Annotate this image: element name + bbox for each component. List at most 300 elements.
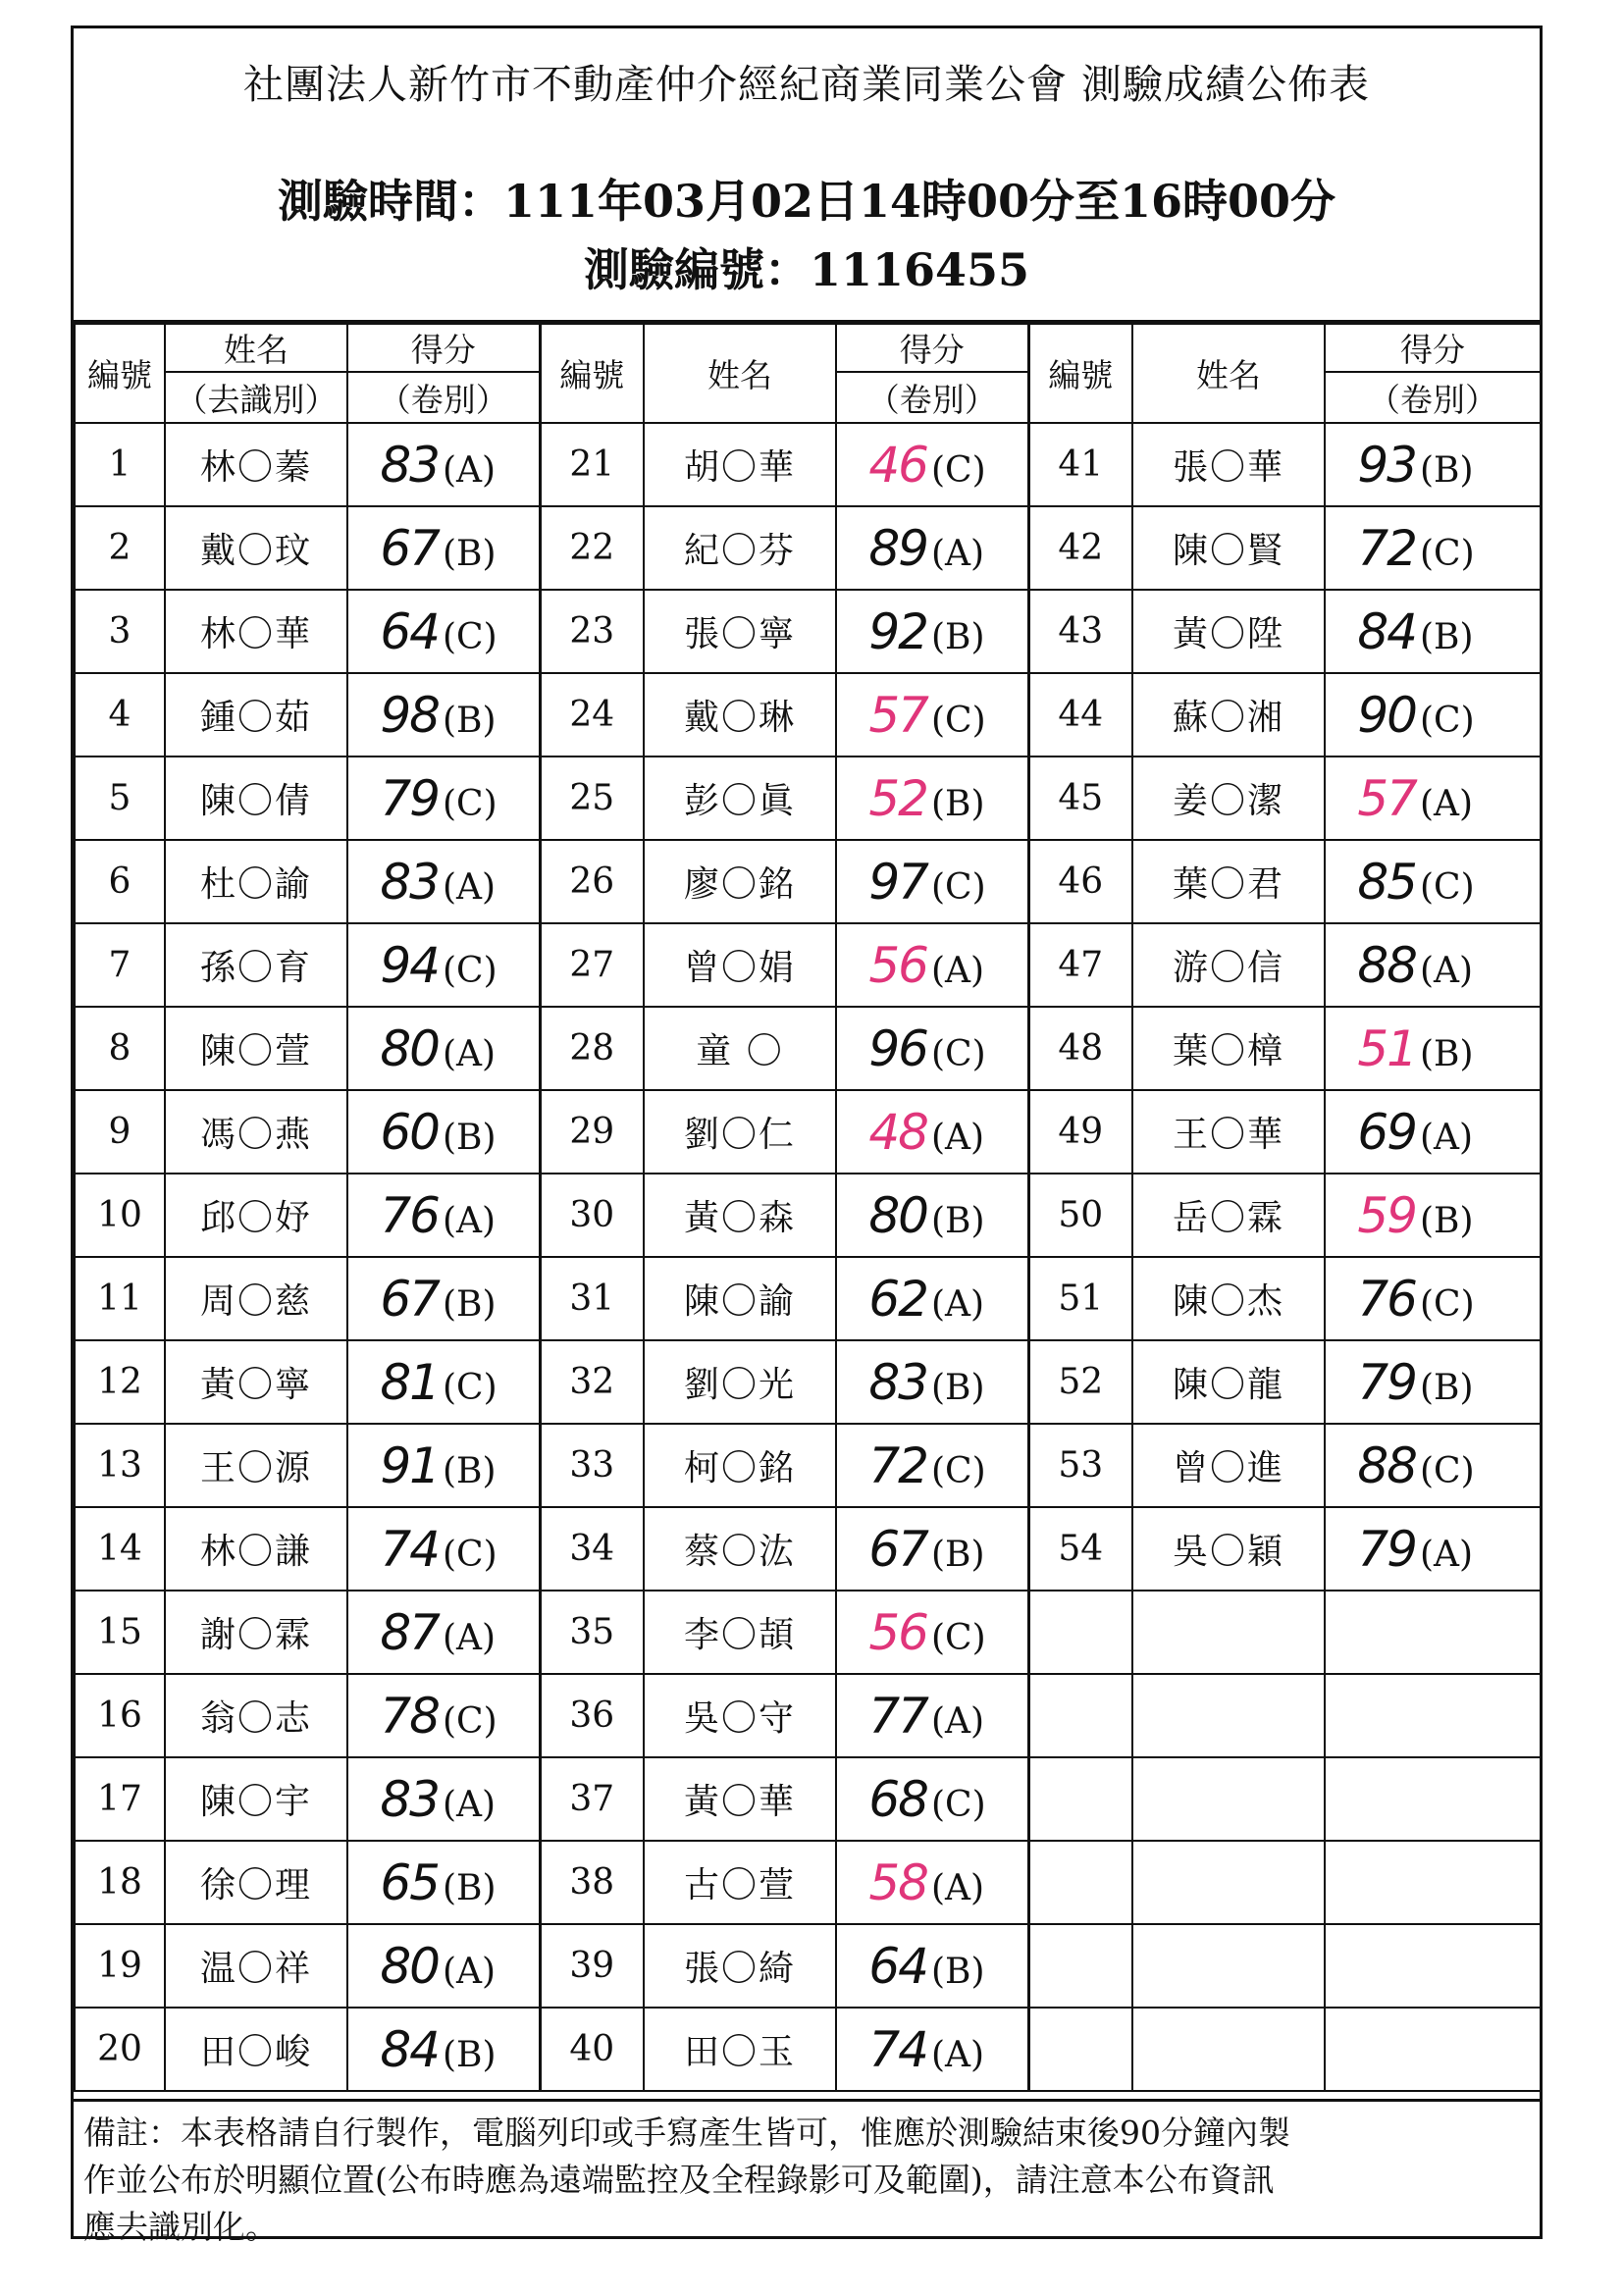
cell-number: 35 xyxy=(540,1591,644,1674)
cell-number: 44 xyxy=(1028,673,1132,757)
cell-number xyxy=(1028,1841,1132,1924)
booklet-code: (C) xyxy=(443,950,497,991)
handwritten-score: 58 xyxy=(868,1853,927,1911)
cell-number xyxy=(1028,1924,1132,2008)
cell-number: 19 xyxy=(75,1924,165,2008)
cell-name: 彭〇眞 xyxy=(644,757,836,840)
booklet-code: (A) xyxy=(931,1283,985,1325)
booklet-code: (C) xyxy=(1420,533,1475,574)
booklet-code: (B) xyxy=(443,533,497,574)
cell-score xyxy=(836,757,1028,840)
cell-score xyxy=(1325,1340,1541,1424)
booklet-code: (A) xyxy=(443,1951,497,1992)
cell-name: 王〇源 xyxy=(165,1424,347,1507)
handwritten-score: 87 xyxy=(380,1603,439,1661)
handwritten-score: 98 xyxy=(380,686,439,744)
handwritten-score: 51 xyxy=(1357,1019,1416,1077)
header-score-sub: （卷別） xyxy=(836,372,1028,423)
sheet-title: 社團法人新竹市不動產仲介經紀商業同業公會 測驗成績公佈表 xyxy=(242,61,1371,108)
score-sheet xyxy=(71,26,1543,2246)
cell-score xyxy=(347,1340,540,1424)
booklet-code: (B) xyxy=(1420,616,1474,657)
cell-number: 23 xyxy=(540,590,644,673)
cell-number: 52 xyxy=(1028,1340,1132,1424)
header-score: 得分 xyxy=(836,324,1028,372)
handwritten-score: 56 xyxy=(868,1603,927,1661)
booklet-code: (A) xyxy=(931,533,985,574)
cell-name: 曾〇娟 xyxy=(644,923,836,1007)
booklet-code: (A) xyxy=(931,950,985,991)
cell-name: 戴〇玟 xyxy=(165,506,347,590)
header-score: 得分 xyxy=(1325,324,1541,372)
cell-number: 25 xyxy=(540,757,644,840)
table-row xyxy=(75,2008,1541,2091)
cell-number: 1 xyxy=(75,423,165,506)
cell-number: 34 xyxy=(540,1507,644,1591)
cell-name: 陳〇杰 xyxy=(1132,1257,1325,1340)
cell-score xyxy=(836,1174,1028,1257)
cell-score xyxy=(1325,590,1541,673)
booklet-code: (C) xyxy=(443,1700,497,1742)
cell-score xyxy=(347,1757,540,1841)
cell-name: 陳〇賢 xyxy=(1132,506,1325,590)
booklet-code: (C) xyxy=(931,1033,986,1074)
table-row xyxy=(75,923,1541,1007)
handwritten-score: 78 xyxy=(380,1687,439,1745)
cell-score xyxy=(836,1424,1028,1507)
cell-score xyxy=(347,590,540,673)
cell-name: 周〇慈 xyxy=(165,1257,347,1340)
cell-score xyxy=(1325,1924,1541,2008)
cell-name: 古〇萱 xyxy=(644,1841,836,1924)
sheet-header xyxy=(74,28,1540,323)
booklet-code: (A) xyxy=(443,1200,497,1241)
cell-name: 林〇華 xyxy=(165,590,347,673)
cell-number xyxy=(1028,1591,1132,1674)
header-score-sub: （卷別） xyxy=(1325,372,1541,423)
cell-name: 陳〇諭 xyxy=(644,1257,836,1340)
booklet-code: (A) xyxy=(1420,1117,1474,1158)
cell-score xyxy=(836,1841,1028,1924)
booklet-code: (B) xyxy=(443,1117,497,1158)
cell-score xyxy=(1325,673,1541,757)
booklet-code: (B) xyxy=(931,1951,985,1992)
cell-number: 30 xyxy=(540,1174,644,1257)
handwritten-score: 80 xyxy=(380,1019,439,1077)
cell-score xyxy=(347,423,540,506)
handwritten-score: 72 xyxy=(1357,519,1416,577)
cell-name: 張〇寧 xyxy=(644,590,836,673)
cell-name: 黃〇華 xyxy=(644,1757,836,1841)
cell-name: 黃〇森 xyxy=(644,1174,836,1257)
cell-score xyxy=(836,923,1028,1007)
cell-name: 李〇頡 xyxy=(644,1591,836,1674)
cell-number: 18 xyxy=(75,1841,165,1924)
cell-number: 40 xyxy=(540,2008,644,2091)
cell-number: 20 xyxy=(75,2008,165,2091)
cell-name xyxy=(1132,1924,1325,2008)
cell-number: 16 xyxy=(75,1674,165,1757)
handwritten-score: 52 xyxy=(868,769,927,827)
cell-name: 吳〇守 xyxy=(644,1674,836,1757)
handwritten-score: 69 xyxy=(1357,1103,1416,1161)
cell-score xyxy=(1325,1257,1541,1340)
booklet-code: (C) xyxy=(1420,700,1475,741)
cell-score xyxy=(1325,1757,1541,1841)
handwritten-score: 77 xyxy=(868,1687,927,1745)
booklet-code: (A) xyxy=(1420,950,1474,991)
exam-number: 測驗編號：1116455 xyxy=(583,243,1030,296)
cell-number: 37 xyxy=(540,1757,644,1841)
cell-name: 吳〇穎 xyxy=(1132,1507,1325,1591)
cell-score xyxy=(347,1424,540,1507)
cell-score xyxy=(1325,1507,1541,1591)
handwritten-score: 85 xyxy=(1357,853,1416,911)
booklet-code: (B) xyxy=(931,1534,985,1575)
cell-name: 徐〇理 xyxy=(165,1841,347,1924)
cell-number: 45 xyxy=(1028,757,1132,840)
booklet-code: (A) xyxy=(443,449,497,491)
cell-score xyxy=(347,1257,540,1340)
booklet-code: (C) xyxy=(1420,1283,1475,1325)
cell-score xyxy=(1325,1174,1541,1257)
cell-score xyxy=(1325,1090,1541,1174)
handwritten-score: 68 xyxy=(868,1770,927,1828)
booklet-code: (B) xyxy=(443,700,497,741)
booklet-code: (C) xyxy=(443,616,497,657)
booklet-code: (B) xyxy=(1420,449,1474,491)
cell-score xyxy=(836,423,1028,506)
booklet-code: (B) xyxy=(931,616,985,657)
cell-number: 11 xyxy=(75,1257,165,1340)
table-row xyxy=(75,1841,1541,1924)
header-number: 編號 xyxy=(540,324,644,423)
cell-number: 51 xyxy=(1028,1257,1132,1340)
cell-name: 孫〇育 xyxy=(165,923,347,1007)
table-row xyxy=(75,757,1541,840)
header-number: 編號 xyxy=(1028,324,1132,423)
cell-score xyxy=(836,506,1028,590)
cell-number: 24 xyxy=(540,673,644,757)
header-number: 編號 xyxy=(75,324,165,423)
header-name: 姓名 xyxy=(1132,324,1325,423)
handwritten-score: 67 xyxy=(380,1270,439,1328)
cell-number xyxy=(1028,1757,1132,1841)
cell-number: 8 xyxy=(75,1007,165,1090)
cell-name: 曾〇進 xyxy=(1132,1424,1325,1507)
header-name-sub: （去識別） xyxy=(165,372,347,423)
handwritten-score: 79 xyxy=(380,769,439,827)
handwritten-score: 79 xyxy=(1357,1353,1416,1411)
booklet-code: (A) xyxy=(443,866,497,908)
cell-number: 7 xyxy=(75,923,165,1007)
cell-score xyxy=(1325,1841,1541,1924)
table-row xyxy=(75,590,1541,673)
cell-name: 戴〇琳 xyxy=(644,673,836,757)
booklet-code: (C) xyxy=(1420,1450,1475,1491)
table-row xyxy=(75,673,1541,757)
table-row xyxy=(75,840,1541,923)
cell-number xyxy=(1028,1674,1132,1757)
cell-number: 39 xyxy=(540,1924,644,2008)
booklet-code: (B) xyxy=(1420,1367,1474,1408)
booklet-code: (B) xyxy=(931,1200,985,1241)
handwritten-score: 80 xyxy=(380,1937,439,1995)
booklet-code: (A) xyxy=(1420,783,1474,824)
cell-score xyxy=(347,1841,540,1924)
booklet-code: (C) xyxy=(931,866,986,908)
cell-number: 9 xyxy=(75,1090,165,1174)
cell-score xyxy=(1325,757,1541,840)
cell-number: 42 xyxy=(1028,506,1132,590)
cell-score xyxy=(1325,1674,1541,1757)
cell-score xyxy=(347,2008,540,2091)
cell-score xyxy=(836,1591,1028,1674)
cell-name: 翁〇志 xyxy=(165,1674,347,1757)
booklet-code: (A) xyxy=(1420,1534,1474,1575)
cell-number xyxy=(1028,2008,1132,2091)
handwritten-score: 74 xyxy=(380,1520,439,1578)
booklet-code: (A) xyxy=(931,1867,985,1908)
header-score: 得分 xyxy=(347,324,540,372)
cell-name: 葉〇樟 xyxy=(1132,1007,1325,1090)
booklet-code: (C) xyxy=(931,1617,986,1658)
booklet-code: (C) xyxy=(443,1367,497,1408)
handwritten-score: 84 xyxy=(380,2020,439,2078)
table-row xyxy=(75,1924,1541,2008)
cell-name: 童 〇 xyxy=(644,1007,836,1090)
cell-score xyxy=(347,1507,540,1591)
cell-name: 岳〇霖 xyxy=(1132,1174,1325,1257)
table-row xyxy=(75,506,1541,590)
handwritten-score: 64 xyxy=(380,602,439,660)
cell-number: 43 xyxy=(1028,590,1132,673)
cell-score xyxy=(836,1090,1028,1174)
cell-name: 劉〇仁 xyxy=(644,1090,836,1174)
cell-name: 馮〇燕 xyxy=(165,1090,347,1174)
cell-name xyxy=(1132,2008,1325,2091)
cell-score xyxy=(836,1924,1028,2008)
cell-number: 38 xyxy=(540,1841,644,1924)
cell-name: 陳〇宇 xyxy=(165,1757,347,1841)
booklet-code: (B) xyxy=(443,2034,497,2075)
handwritten-score: 83 xyxy=(868,1353,927,1411)
handwritten-score: 64 xyxy=(868,1937,927,1995)
cell-score xyxy=(1325,1424,1541,1507)
cell-score xyxy=(1325,423,1541,506)
handwritten-score: 60 xyxy=(380,1103,439,1161)
cell-number: 5 xyxy=(75,757,165,840)
booklet-code: (C) xyxy=(931,449,986,491)
table-row xyxy=(75,1340,1541,1424)
booklet-code: (B) xyxy=(443,1283,497,1325)
cell-score xyxy=(347,757,540,840)
handwritten-score: 59 xyxy=(1357,1186,1416,1244)
cell-number: 31 xyxy=(540,1257,644,1340)
cell-number: 49 xyxy=(1028,1090,1132,1174)
cell-number: 14 xyxy=(75,1507,165,1591)
cell-number: 41 xyxy=(1028,423,1132,506)
table-row xyxy=(75,1174,1541,1257)
handwritten-score: 65 xyxy=(380,1853,439,1911)
handwritten-score: 56 xyxy=(868,936,927,994)
cell-name: 田〇峻 xyxy=(165,2008,347,2091)
booklet-code: (A) xyxy=(443,1784,497,1825)
header-score-sub: （卷別） xyxy=(347,372,540,423)
table-row xyxy=(75,1090,1541,1174)
cell-name xyxy=(1132,1841,1325,1924)
handwritten-score: 88 xyxy=(1357,1436,1416,1494)
cell-number: 53 xyxy=(1028,1424,1132,1507)
cell-score xyxy=(347,1591,540,1674)
cell-name: 林〇蓁 xyxy=(165,423,347,506)
cell-score xyxy=(836,1007,1028,1090)
table-row xyxy=(75,423,1541,506)
cell-score xyxy=(1325,923,1541,1007)
handwritten-score: 72 xyxy=(868,1436,927,1494)
table-row xyxy=(75,1257,1541,1340)
handwritten-score: 88 xyxy=(1357,936,1416,994)
cell-name: 黃〇陞 xyxy=(1132,590,1325,673)
cell-score xyxy=(836,840,1028,923)
cell-number: 4 xyxy=(75,673,165,757)
cell-score xyxy=(347,506,540,590)
cell-score xyxy=(347,840,540,923)
exam-time: 測驗時間：111年03月02日14時00分至16時00分 xyxy=(277,175,1336,228)
cell-score xyxy=(1325,506,1541,590)
handwritten-score: 96 xyxy=(868,1019,927,1077)
cell-number: 27 xyxy=(540,923,644,1007)
handwritten-score: 94 xyxy=(380,936,439,994)
table-row xyxy=(75,1674,1541,1757)
cell-name: 林〇謙 xyxy=(165,1507,347,1591)
cell-name: 劉〇光 xyxy=(644,1340,836,1424)
cell-name xyxy=(1132,1757,1325,1841)
booklet-code: (A) xyxy=(443,1033,497,1074)
handwritten-score: 76 xyxy=(1357,1270,1416,1328)
cell-score xyxy=(836,590,1028,673)
cell-name: 王〇華 xyxy=(1132,1090,1325,1174)
cell-number: 17 xyxy=(75,1757,165,1841)
cell-score xyxy=(836,1340,1028,1424)
handwritten-score: 83 xyxy=(380,1770,439,1828)
cell-number: 13 xyxy=(75,1424,165,1507)
table-row xyxy=(75,1591,1541,1674)
handwritten-score: 92 xyxy=(868,602,927,660)
cell-name: 蔡〇汯 xyxy=(644,1507,836,1591)
cell-name: 廖〇銘 xyxy=(644,840,836,923)
table-row xyxy=(75,1007,1541,1090)
cell-score xyxy=(347,1174,540,1257)
handwritten-score: 81 xyxy=(380,1353,439,1411)
cell-name: 胡〇華 xyxy=(644,423,836,506)
handwritten-score: 93 xyxy=(1357,436,1416,494)
cell-number: 54 xyxy=(1028,1507,1132,1591)
cell-name: 陳〇萱 xyxy=(165,1007,347,1090)
booklet-code: (B) xyxy=(443,1450,497,1491)
booklet-code: (B) xyxy=(1420,1200,1474,1241)
cell-name: 陳〇倩 xyxy=(165,757,347,840)
remarks-line: 作並公布於明顯位置(公布時應為遠端監控及全程錄影可及範圍)，請注意本公布資訊 xyxy=(83,2161,1275,2199)
cell-name: 葉〇君 xyxy=(1132,840,1325,923)
cell-number: 29 xyxy=(540,1090,644,1174)
header-name: 姓名 xyxy=(165,324,347,372)
cell-score xyxy=(836,673,1028,757)
handwritten-score: 76 xyxy=(380,1186,439,1244)
cell-number: 15 xyxy=(75,1591,165,1674)
cell-name: 柯〇銘 xyxy=(644,1424,836,1507)
booklet-code: (C) xyxy=(1420,866,1475,908)
handwritten-score: 48 xyxy=(868,1103,927,1161)
booklet-code: (A) xyxy=(931,1117,985,1158)
handwritten-score: 67 xyxy=(868,1520,927,1578)
cell-score xyxy=(1325,1007,1541,1090)
cell-name: 黃〇寧 xyxy=(165,1340,347,1424)
remarks-note xyxy=(74,2099,1540,2251)
cell-number: 6 xyxy=(75,840,165,923)
cell-score xyxy=(1325,2008,1541,2091)
remarks-line: 應去識別化。 xyxy=(83,2208,278,2246)
handwritten-score: 74 xyxy=(868,2020,927,2078)
cell-score xyxy=(836,1257,1028,1340)
handwritten-score: 90 xyxy=(1357,686,1416,744)
cell-score xyxy=(836,2008,1028,2091)
cell-name: 邱〇妤 xyxy=(165,1174,347,1257)
cell-name: 杜〇諭 xyxy=(165,840,347,923)
booklet-code: (A) xyxy=(931,1700,985,1742)
cell-score xyxy=(347,1007,540,1090)
handwritten-score: 46 xyxy=(868,436,927,494)
booklet-code: (B) xyxy=(1420,1033,1474,1074)
cell-number: 12 xyxy=(75,1340,165,1424)
cell-score xyxy=(347,1674,540,1757)
booklet-code: (C) xyxy=(931,1450,986,1491)
table-row xyxy=(75,1757,1541,1841)
handwritten-score: 57 xyxy=(1357,769,1416,827)
booklet-code: (A) xyxy=(443,1617,497,1658)
booklet-code: (B) xyxy=(931,1367,985,1408)
remarks-line: 備註：本表格請自行製作，電腦列印或手寫產生皆可，惟應於測驗結束後90分鐘內製 xyxy=(83,2113,1290,2152)
cell-number: 48 xyxy=(1028,1007,1132,1090)
cell-name: 田〇玉 xyxy=(644,2008,836,2091)
cell-score xyxy=(1325,1591,1541,1674)
cell-number: 32 xyxy=(540,1340,644,1424)
handwritten-score: 91 xyxy=(380,1436,439,1494)
booklet-code: (A) xyxy=(931,2034,985,2075)
cell-score xyxy=(347,673,540,757)
table-row xyxy=(75,1424,1541,1507)
handwritten-score: 97 xyxy=(868,853,927,911)
handwritten-score: 89 xyxy=(868,519,927,577)
cell-name: 姜〇潔 xyxy=(1132,757,1325,840)
cell-number: 36 xyxy=(540,1674,644,1757)
cell-score xyxy=(836,1757,1028,1841)
cell-score xyxy=(1325,840,1541,923)
booklet-code: (C) xyxy=(443,1534,497,1575)
cell-name: 陳〇龍 xyxy=(1132,1340,1325,1424)
cell-number: 10 xyxy=(75,1174,165,1257)
cell-name: 張〇綺 xyxy=(644,1924,836,2008)
booklet-code: (C) xyxy=(443,783,497,824)
cell-number: 33 xyxy=(540,1424,644,1507)
cell-score xyxy=(836,1507,1028,1591)
cell-number: 46 xyxy=(1028,840,1132,923)
cell-name xyxy=(1132,1591,1325,1674)
cell-number: 50 xyxy=(1028,1174,1132,1257)
cell-number: 2 xyxy=(75,506,165,590)
cell-score xyxy=(836,1674,1028,1757)
cell-number: 3 xyxy=(75,590,165,673)
